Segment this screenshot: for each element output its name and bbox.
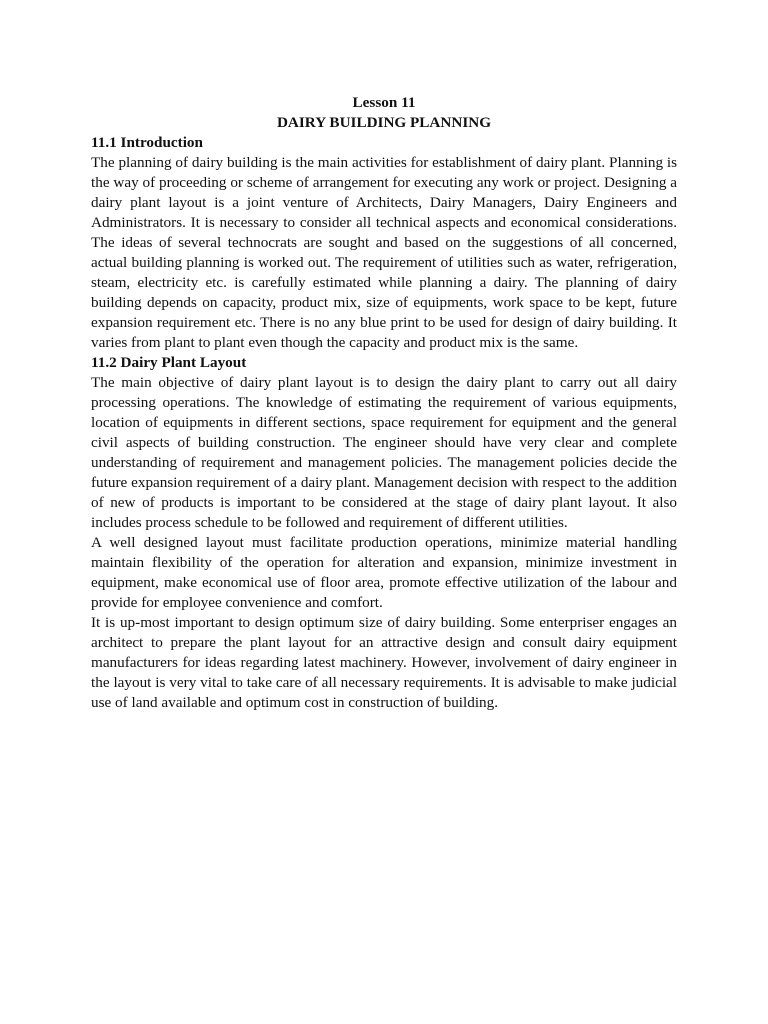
paragraph-well-designed-layout: A well designed layout must facilitate production operations, minimize material handling maintain flexibility of the operation for alteration and expansion, minimize investment in equipment, make economical use of floor area, promote effective utilization of the labour and provide for employee convenience and comfort. bbox=[91, 534, 677, 611]
lesson-label: Lesson 11 bbox=[352, 94, 416, 111]
paragraph-optimum-size: It is up-most important to design optimum size of dairy building. Some enterpriser engages an architect to prepare the plant layout for an attractive design and consult dairy equipment manufacturers for ideas regarding latest machinery. However, involvement of dairy engineer in the layout is very vital to take care of all necessary requirements. It is advisable to make judicial use of land available and optimum cost in construction of building. bbox=[91, 614, 677, 711]
document-body bbox=[91, 93, 677, 713]
document-title: DAIRY BUILDING PLANNING bbox=[276, 114, 492, 131]
paragraph-layout-objective: The main objective of dairy plant layout is to design the dairy plant to carry out all dairy processing operations. The knowledge of estimating the requirement of various equipments, location of equipments in different sections, space requirement for equipment and the general civil aspects of building construction. The engineer should have very clear and complete understanding of requirement and management policies. The management policies decide the future expansion requirement of a dairy plant. Management decision with respect to the addition of new of products is important to be considered at the stage of dairy plant layout. It also includes process schedule to be followed and requirement of different utilities. bbox=[91, 374, 677, 531]
section-heading-introduction: 11.1 Introduction bbox=[91, 134, 203, 151]
section-heading-dairy-plant-layout: 11.2 Dairy Plant Layout bbox=[91, 354, 247, 371]
paragraph-introduction: The planning of dairy building is the main activities for establishment of dairy plant. Planning is the way of proceeding or scheme of arrangement for executing any work or project. Designing a dairy plant layout is a joint venture of Architects, Dairy Managers, Dairy Engineers and Administrators. It is necessary to consider all technical aspects and economical considerations. The ideas of several technocrats are sought and based on the suggestions of all concerned, actual building planning is worked out. The requirement of utilities such as water, refrigeration, steam, electricity etc. is carefully estimated while planning a dairy. The planning of dairy building depends on capacity, product mix, size of equipments, work space to be kept, future expansion requirement etc. There is no any blue print to be used for design of dairy building. It varies from plant to plant even though the capacity and product mix is the same. bbox=[91, 154, 677, 351]
title-block bbox=[91, 93, 677, 133]
